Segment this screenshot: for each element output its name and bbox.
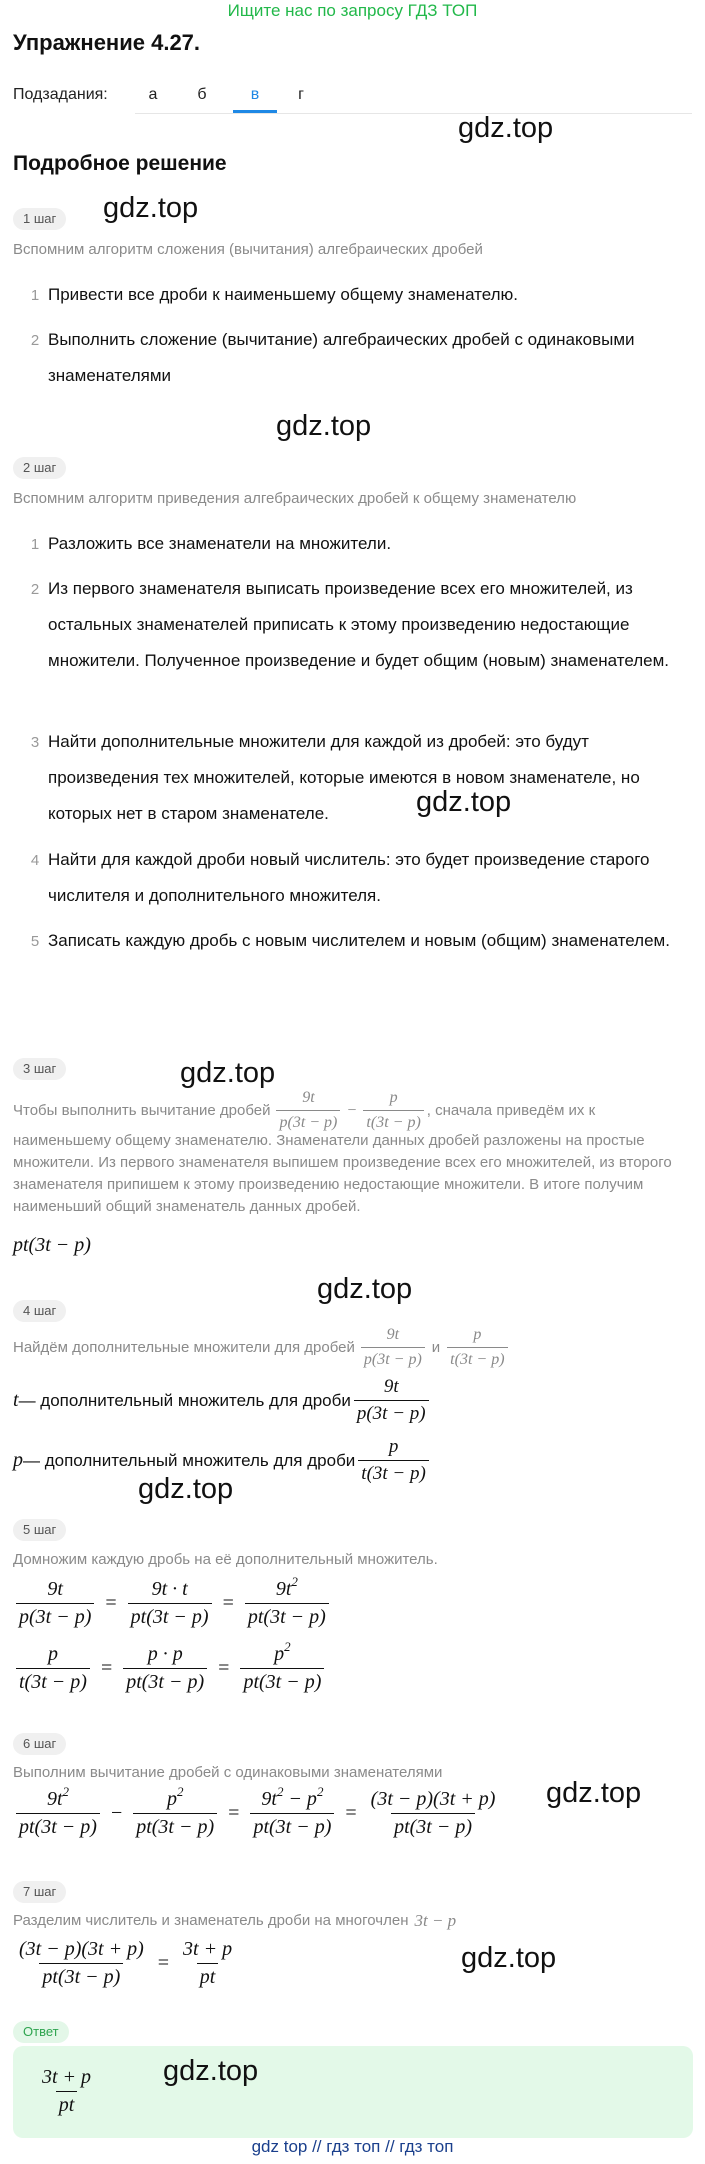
step-3-caption-rest: наименьшему общему знаменателю. Знаменатели данных дробей разложены на простые множители. Из первого знаменателя выпишем произведение всех его множителей, из второго знаменателя припишем к этому произведению недостающие множители. В итоге получим наименьший общий знаменатель данных дробей. — [13, 1132, 672, 1215]
search-banner: Ищите нас по запросу ГДЗ ТОП — [227, 1, 478, 20]
tabs-divider — [135, 113, 692, 114]
watermark: gdz.top — [317, 1273, 413, 1305]
step-6-badge: 6 шаг — [13, 1733, 66, 1755]
watermark: gdz.top — [276, 410, 372, 442]
fraction: $\frac{p}{t(3t - p)}$ — [447, 1325, 507, 1370]
fraction: $\frac{9t}{p(3t - p)}$ — [361, 1325, 425, 1370]
step-5-caption: Домножим каждую дробь на её дополнительный множитель. — [13, 1551, 438, 1568]
multiplier-line: t — дополнительный множитель для дроби $\frac{9t}{p(3t - p)}$ — [13, 1376, 432, 1425]
list-item: Из первого знаменателя выписать произведение всех его множителей, из остальных знаменателей приписать к этому произведению недостающие множители. Полученное произведение и будет общим (новым) знаменателем. — [48, 579, 670, 670]
list-number: 5 — [30, 933, 40, 950]
equation: $\frac{9t}{p(3t - p)}$ = $\frac{9t \cdot t}{pt(3t - p)}$ = $\frac{9t^2}{pt(3t - p)}$ — [13, 1578, 332, 1629]
answer-value: $\frac{3t + p}{pt}$ — [42, 2066, 92, 2116]
step-5-badge: 5 шаг — [13, 1519, 66, 1541]
fraction: $\frac{9t}{p(3t - p)}$ — [354, 1376, 429, 1425]
equation: $\frac{9t^2}{pt(3t - p)}$ − $\frac{p^2}{pt(3t - p)}$ = $\frac{9t^2 - p^2}{pt(3t - p)}$ = $\frac{(3t - p)(3t + p)}{pt(3t - p)}$ — [13, 1788, 501, 1839]
list-number: 2 — [30, 332, 40, 349]
fraction: $\frac{9t}{p(3t - p)}$ — [276, 1088, 340, 1133]
watermark: gdz.top — [461, 1942, 557, 1974]
watermark: gdz.top — [138, 1473, 234, 1505]
answer-box — [13, 2046, 693, 2138]
step-4-caption: Найдём дополнительные множители для дробей $\frac{9t}{p(3t - p)}$ и $\frac{p}{t(3t - p)}$ — [13, 1325, 683, 1370]
step-7-badge: 7 шаг — [13, 1881, 66, 1903]
equation: $\frac{(3t - p)(3t + p)}{pt(3t - p)}$ = $\frac{3t + p}{pt}$ — [19, 1938, 233, 1988]
list-item: Разложить все знаменатели на множители. — [48, 534, 392, 553]
section-title: Подробное решение — [13, 152, 227, 175]
step-1-caption: Вспомним алгоритм сложения (вычитания) алгебраических дробей — [13, 241, 483, 258]
step-3-caption: Чтобы выполнить вычитание дробей $\frac{9t}{p(3t - p)}$ − $\frac{p}{t(3t - p)}$ , сначала приведём их к — [13, 1089, 596, 1131]
multiplier-line: p — дополнительный множитель для дроби $\frac{p}{t(3t - p)}$ — [13, 1436, 432, 1485]
step-7-caption: Разделим числитель и знаменатель дроби на многочлен 3t − p — [13, 1911, 457, 1930]
list-number: 2 — [30, 581, 40, 598]
fraction: $\frac{p}{t(3t - p)}$ — [358, 1436, 429, 1485]
list-item: Записать каждую дробь с новым числителем и новым (общим) знаменателем. — [48, 931, 670, 950]
list-number: 3 — [30, 734, 40, 751]
step-3-badge: 3 шаг — [13, 1058, 66, 1080]
step-2-badge: 2 шаг — [13, 457, 66, 479]
list-item: Найти для каждой дроби новый числитель: это будет произведение старого числителя и дополнительного множителя. — [48, 850, 650, 905]
tab-g[interactable]: г — [298, 86, 304, 103]
watermark: gdz.top — [458, 112, 554, 144]
step-6-caption: Выполним вычитание дробей с одинаковыми знаменателями — [13, 1764, 443, 1781]
tab-v[interactable]: в — [250, 86, 260, 103]
step-1-badge: 1 шаг — [13, 208, 66, 230]
tab-b[interactable]: б — [197, 86, 207, 103]
list-number: 4 — [30, 852, 40, 869]
step-2-caption: Вспомним алгоритм приведения алгебраических дробей к общему знаменателю — [13, 490, 577, 507]
list-item: Найти дополнительные множители для каждой из дробей: это будут произведения тех множителей, которые имеются в новом знаменателе, но которых нет в старом знаменателе. — [48, 732, 640, 823]
answer-badge: Ответ — [13, 2021, 69, 2043]
active-tab-indicator — [233, 110, 277, 113]
equation: $\frac{p}{t(3t - p)}$ = $\frac{p \cdot p}{pt(3t - p)}$ = $\frac{p^2}{pt(3t - p)}$ — [13, 1643, 327, 1694]
tab-a[interactable]: а — [148, 86, 158, 103]
watermark: gdz.top — [416, 786, 512, 818]
step-4-badge: 4 шаг — [13, 1300, 66, 1322]
fraction: $\frac{p}{t(3t - p)}$ — [363, 1088, 423, 1133]
watermark: gdz.top — [180, 1057, 276, 1089]
watermark: gdz.top — [103, 192, 199, 224]
common-denominator: pt(3t − p) — [13, 1234, 91, 1256]
watermark: gdz.top — [163, 2055, 259, 2087]
footer-links[interactable]: gdz top // гдз топ // гдз топ — [251, 2137, 454, 2156]
list-item: Выполнить сложение (вычитание) алгебраических дробей с одинаковыми знаменателями — [48, 330, 635, 385]
page-title: Упражнение 4.27. — [13, 30, 201, 55]
list-number: 1 — [30, 536, 40, 553]
list-number: 1 — [30, 287, 40, 304]
list-item: Привести все дроби к наименьшему общему знаменателю. — [48, 285, 519, 304]
watermark: gdz.top — [546, 1777, 642, 1809]
subtasks-label: Подзадания: — [13, 86, 108, 103]
